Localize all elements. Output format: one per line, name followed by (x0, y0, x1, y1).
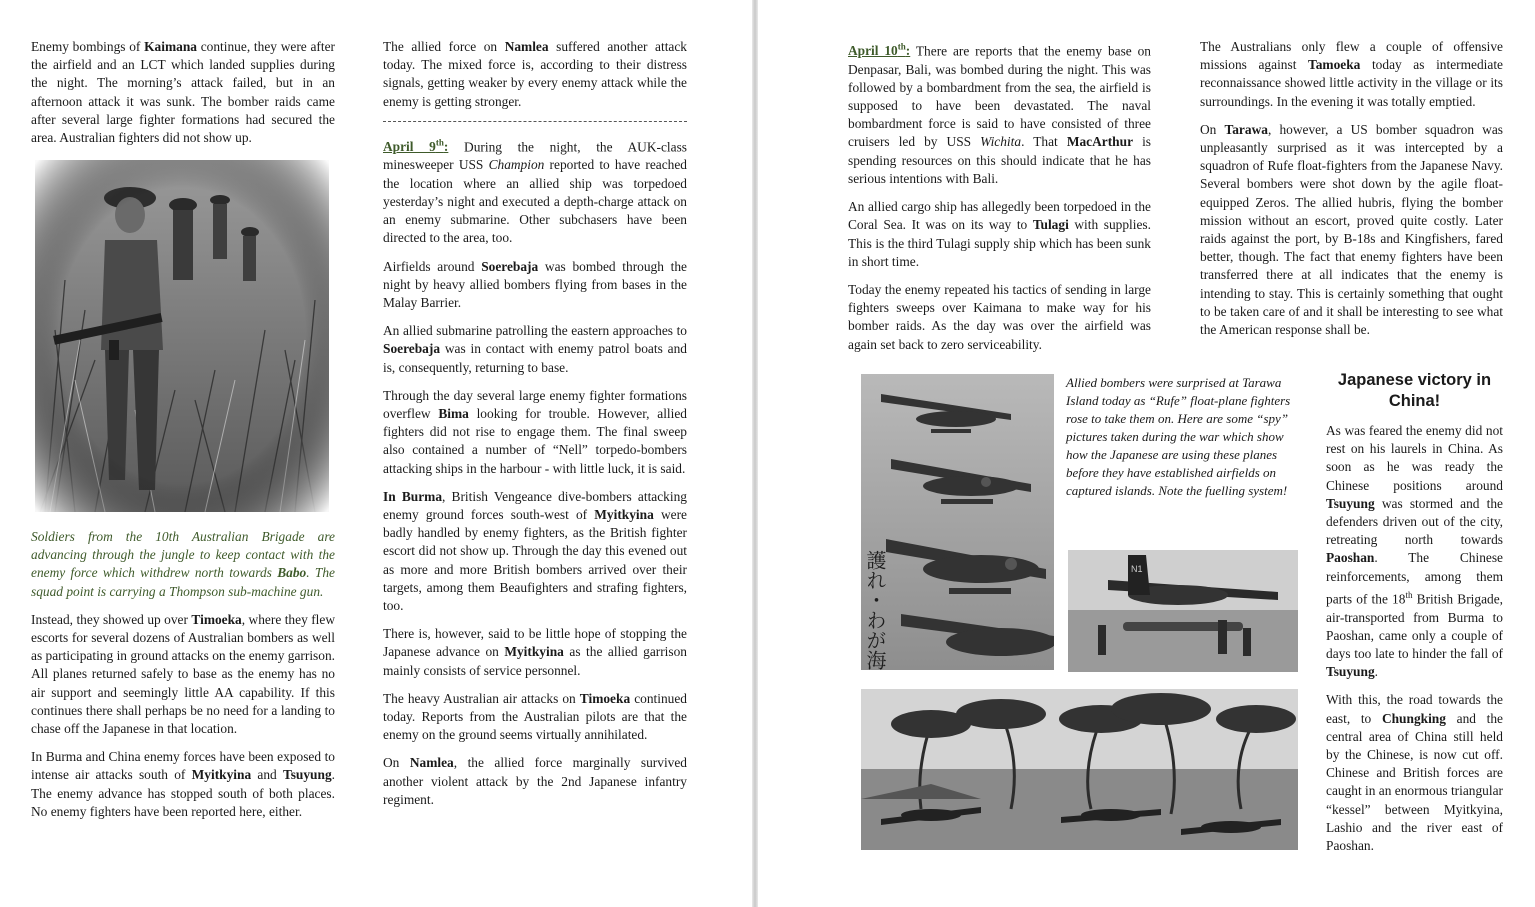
paragraph: Airfields around Soerebaja was bombed through the night by heavy allied bombers flying from bases in the Malay Barrier. (383, 258, 687, 310)
photo-caption: Soldiers from the 10th Australian Brigade are advancing through the jungle to keep contact with the enemy force which withdrew north towards Babo. The squad point is carrying a Thompson sub-machine gun. (31, 529, 335, 599)
floatplane-beach-photo (1068, 550, 1298, 672)
plane-marking-text: N1 (1131, 564, 1143, 574)
sidebar-headline: Japanese victory in China! (1337, 371, 1492, 410)
poster-kanji-text: 護れ・わが海 (863, 550, 887, 670)
column-1-lower (31, 528, 335, 831)
floatplane-formation-photo (861, 374, 1054, 670)
paragraph: The heavy Australian air attacks on Timoeka continued today. Reports from the Australian pilots are that the enemy on the ground seems virtually annihilated. (383, 690, 688, 743)
paragraph: An allied submarine patrolling the eastern approaches to Soerebaja was in contact with enemy patrol boats and is, consequently, returning to base. (383, 323, 687, 375)
paragraph: Today the enemy repeated his tactics of sending in large fighters sweeps over Kaimana to make way for his bomber raids. As the day was over the airfield was again set back to zero serviceability. (848, 281, 1151, 352)
place-name: Tsuyung (1326, 495, 1375, 511)
place-name: Soerebaja (383, 341, 441, 357)
right-page (758, 0, 1535, 907)
place-name: Tulagi (1032, 217, 1069, 233)
paragraph: The allied force on Namlea suffered another attack today. The mixed force is, according to their distress signals, getting weaker by every enemy attack while the enemy is getting stronger. (383, 39, 687, 109)
place-name: Tarawa (1224, 121, 1268, 137)
column-4 (1200, 38, 1503, 349)
place-name: Myitkyina (594, 506, 654, 522)
place-name: Chungking (1381, 710, 1446, 726)
person-name: MacArthur (1066, 134, 1134, 150)
floatplane-poster-image (861, 374, 1054, 670)
place-name: Tsuyung (283, 767, 332, 783)
paragraph: In Burma, British Vengeance dive-bombers attacking enemy ground forces south-west of Myitkyina were badly handled by enemy fighters, as the British fighter escort did not show up. Through the day this evened out as more and more British bombers arrived over their targets, among them Beaufighters and strafing fighters, too. (383, 488, 687, 613)
airbase-photo-image (861, 689, 1298, 850)
place-name: Namlea (504, 39, 549, 54)
soldiers-jungle-photo (35, 160, 329, 512)
paragraph: As was feared the enemy did not rest on his laurels in China. As soon as he was ready the Chinese positions around Tsuyung was stormed and the defenders driven out of the city, retreating north towards Paoshan. The Chinese reinforcements, among them parts of the 18th British Brigade, air-transported from Burma to Paoshan, came only a couple of days too late to hinder the fall of Tsuyung. (1326, 423, 1504, 680)
palm-airbase-photo (861, 689, 1298, 850)
place-name: Myitkyina (191, 767, 252, 783)
paragraph: An allied cargo ship has allegedly been torpedoed in the Coral Sea. It was on its way to Tulagi with supplies. This is the third Tulagi supply ship which has been sunk in short time. (848, 199, 1151, 269)
china-sidebar (1326, 370, 1503, 865)
paragraph: On Namlea, the allied force marginally survived another violent attack by the 2nd Japanese infantry regiment. (383, 755, 687, 807)
paragraph: April 10th: There are reports that the enemy base on Denpasar, Bali, was bombed during the night. This was followed by a bombardment from the sea, the airfield is supposed to have been devastated. The naval bombardment force is said to have consisted of three cruisers led by USS Wichita. That MacArthur is spending resources on this should indicate that he has serious intentions with Bali. (848, 42, 1152, 186)
paragraph: April 9th: During the night, the AUK-class minesweeper USS Champion reported to have reached the location where an allied ship was torpedoed yesterday’s night and executed a depth-charge attack on an enemy submarine. Other subchasers have been directed to the area, too. (383, 137, 688, 246)
left-page (0, 0, 752, 907)
date-label: April 9th: (383, 137, 449, 155)
place-name: Bima (438, 405, 469, 421)
column-3 (848, 38, 1151, 364)
column-1 (31, 38, 335, 157)
paragraph: The Australians only flew a couple of offensive missions against Tamoeka today as intermediate reconnaissance showed little activity in the village or its surroundings. In the evening it was totally emptied. (1200, 39, 1503, 109)
place-name: Timoeka (579, 690, 631, 706)
paragraph: Enemy bombings of Kaimana continue, they were after the airfield and an LCT which landed supplies during the night. The morning’s attack failed, but in an afternoon attack it was sunk. The bomber raids came after several large fighter formations had secured the area. Australian fighters did not show up. (31, 39, 335, 146)
place-name: Myitkyina (504, 644, 564, 660)
column-2 (383, 38, 687, 819)
place-name: Namlea (409, 755, 454, 771)
place-name: Soerebaja (481, 258, 539, 274)
paragraph: In Burma and China enemy forces have been exposed to intense air attacks south of Myitkyina and Tsuyung. The enemy advance has stopped south of both places. No enemy fighters have been reported here, either. (31, 749, 336, 819)
paragraph: With this, the road towards the east, to Chungking and the central area of China still held by the Chinese, is now cut off. Chinese and British forces are caught in an enormous triangular “kessel” between Myitkyina, Lashio and the river east of Paoshan. (1326, 692, 1504, 853)
place-name: Tamoeka (1308, 57, 1361, 73)
place-name: Paoshan (1326, 550, 1375, 566)
paragraph: There is, however, said to be little hope of stopping the Japanese advance on Myitkyina as the allied garrison mainly consists of service personnel. (383, 626, 687, 678)
paragraph: Instead, they showed up over Timoeka, where they flew escorts for several dozens of Australian bombers as well as participating in ground attacks on the enemy garrison. All planes returned safely to base as the enemy has no air support and seemingly little AA capability. If this continues there shall perhaps be no need for a landing to chase off the Japanese in that location. (31, 611, 336, 737)
place-name: Tsuyung (1326, 664, 1375, 680)
paragraph: Through the day several large enemy fighter formations overflew Bima looking for trouble. However, allied fighters did not rise to engage them. The final sweep also contained a number of “Nell” torpedo-bombers attacking ships in the harbour - with little luck, it is said. (383, 387, 687, 476)
soldiers-photo-image (35, 160, 329, 512)
photo-caption-italic: Allied bombers were surprised at Tarawa Island today as “Rufe” float-plane fighters rose to take them on. Here are some “spy” pictures taken during the war which show how the Japanese are using these planes before they have established airfields on captured islands. Note the fuelling system! (1066, 375, 1291, 498)
paragraph: On Tarawa, however, a US bomber squadron was unpleasantly surprised as it was intercepted by a squadron of Rufe float-fighters from the Japanese Navy. Several bombers were shot down by the agile float-equipped Zeros. The allied hubris, flying the bomber mission without an escort, proved quite costly. Later raids against the port, by B-18s and Kingfishers, fared better, though. The fact that enemy fighters have been transferred there at all indicates that the enemy is intending to stay. This is certainly something that ought to be taken care of and it shall be interesting to see what the American response shall be. (1200, 121, 1503, 338)
section-divider (383, 121, 687, 122)
place-name: Kaimana (144, 39, 197, 54)
beach-photo-image (1068, 550, 1298, 672)
date-label: April 10th: (848, 42, 911, 59)
place-name: Timoeka (191, 611, 242, 627)
